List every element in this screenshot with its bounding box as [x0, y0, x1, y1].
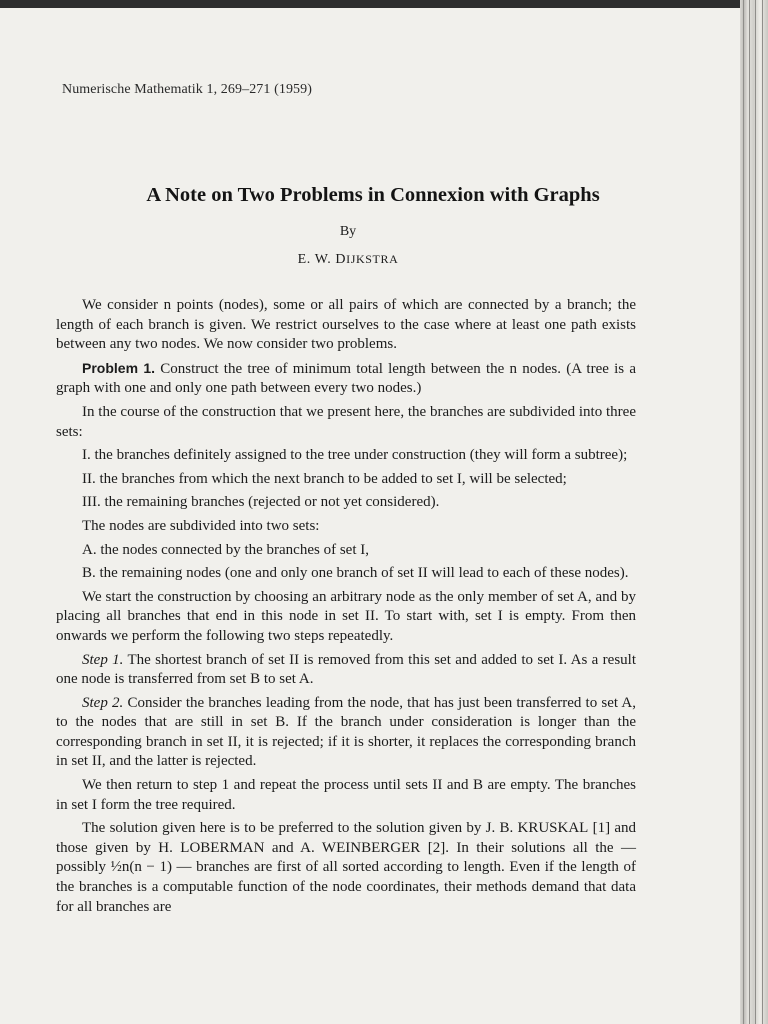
paragraph-problem-1: Problem 1. Construct the tree of minimum total length between the n nodes. (A tree is a graph with one and only one path between every two nodes.): [56, 359, 636, 397]
list-item-set-a: A. the nodes connected by the branches of set I,: [82, 541, 369, 558]
list-item-set-b: B. the remaining nodes (one and only one branch of set II will lead to each of these nodes).: [82, 565, 629, 582]
spine-line: [749, 0, 750, 1024]
paragraph-return: We then return to step 1 and repeat the process until sets II and B are empty. The branches in set I form the tree required.: [56, 777, 636, 813]
byline-by: By: [339, 224, 357, 239]
spine-line: [755, 0, 756, 1024]
problem-label: Problem 1.: [82, 359, 156, 376]
scan-top-edge: [0, 0, 768, 8]
step-2-label: Step 2.: [82, 694, 124, 711]
paragraph-nodes-sets: The nodes are subdivided into two sets:: [82, 517, 320, 534]
list-item-set-i: I. the branches definitely assigned to the tree under construction (they will form a subtree);: [82, 447, 628, 464]
paragraph-intro: We consider n points (nodes), some or all pairs of which are connected by a branch; the length of each branch is given. We restrict ourselves to the case where at least one path exists between any two nodes. We now consider two problems.: [56, 297, 636, 353]
step-1-label: Step 1.: [82, 651, 124, 668]
paragraph-construction: In the course of the construction that we present here, the branches are subdivided into three sets:: [56, 403, 636, 440]
author-name: E. W. DIJKSTRA: [297, 252, 399, 267]
spine-line: [743, 0, 744, 1024]
body-text: [56, 296, 636, 921]
paper-title: A Note on Two Problems in Connexion with Graphs: [146, 184, 600, 206]
journal-citation: Numerische Mathematik 1, 269–271 (1959): [62, 82, 313, 97]
paragraph-comparison: The solution given here is to be preferred to the solution given by J. B. KRUSKAL [1] and those given by H. LOBERMAN and A. WEINBERGER [2]. In their solutions all the — possibly ½n(n − 1) — branches are first of all sorted according to length. Even if the length of the branches is a computable function of the node coordinates, their methods demand that data for all branches are: [56, 820, 637, 915]
paragraph-step-1: Step 1. The shortest branch of set II is removed from this set and added to set I. As a result one node is transferred from set B to set A.: [56, 651, 636, 688]
paragraph-start: We start the construction by choosing an arbitrary node as the only member of set A, and by placing all branches that end in this node in set II. To start with, set I is empty. From then onwards we perform the following two steps repeatedly.: [56, 588, 636, 644]
book-spine-edge: [740, 0, 768, 1024]
list-item-set-iii: III. the remaining branches (rejected or not yet considered).: [82, 494, 440, 511]
spine-line: [762, 0, 763, 1024]
document-page: [0, 8, 746, 1024]
list-item-set-ii: II. the branches from which the next branch to be added to set I, will be selected;: [82, 470, 567, 487]
paragraph-step-2: Step 2. Consider the branches leading from the node, that has just been transferred to set A, to the nodes that are still in set B. If the branch under consideration is longer than the corresponding branch in set II, it is rejected; if it is shorter, it replaces the corresponding branch in set II, and the latter is rejected.: [56, 694, 637, 770]
